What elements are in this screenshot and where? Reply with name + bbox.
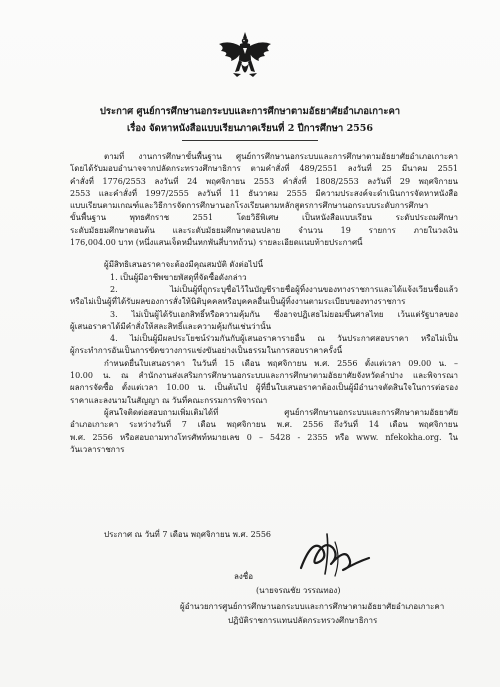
para3-line: กำหนดยื่นใบเสนอราคา ในวันที่ 15 เดือน พฤศจิกายน พ.ศ. 2556 ตั้งแต่เวลา 09.00 น. – [104,358,458,368]
signer-title: ผู้อำนวยการศูนย์การศึกษานอกระบบและการศึกษาตามอัธยาศัยอำเภอเกาะคา [180,602,445,611]
qualification-item-cont: หรือไม่เป็นผู้ที่ได้รับผลของการสั่งให้นิติบุคคลหรือบุคคลอื่นเป็นผู้ทิ้งงานตามระเบียบของทางราชการ [70,297,406,307]
para1-line: 176,004.00 บาท (หนึ่งแสนเจ็ดหมื่นหกพันสี่บาทถ้วน) รายละเอียดแนบท้ายประกาศนี้ [70,238,363,248]
para3-line: 10.00 น. ณ สำนักงานส่งเสริมการศึกษานอกระบบและการศึกษาตามอัธยาศัยจังหวัดลำปาง และพิจารณา [70,371,458,381]
document-title: ประกาศ ศูนย์การศึกษานอกระบบและการศึกษาตามอัธยาศัยอำเภอเกาะคา [99,106,401,117]
para1-line: คำสั่งที่ 1776/2553 ลงวันที่ 24 พฤศจิกายน 2553 คำสั่งที่ 1808/2553 ลงวันที่ 29 พฤศจิกายน [70,176,458,186]
para1-line: แบบเรียนตามเกณฑ์และวิธีการจัดการศึกษานอกโรงเรียนตามหลักสูตรการศึกษานอกระบบระดับการศึกษา [70,201,429,211]
qualification-item-cont: ผู้กระทำการอันเป็นการขัดขวางการแข่งขันอย่างเป็นธรรมในการสอบราคาครั้งนี้ [70,346,343,356]
qualification-item: 3. ไม่เป็นผู้ได้รับเอกสิทธิ์หรือความคุ้มกัน ซึ่งอาจปฏิเสธไม่ยอมขึ้นศาลไทย เว้นแต่รัฐบาลของ [110,309,458,319]
sign-label: ลงชื่อ [234,572,254,581]
para3-line: ผลการจัดซื้อ ตั้งแต่เวลา 10.00 น. เป็นต้นไป ผู้ที่ยื่นใบเสนอราคาต้องเป็นผู้มีอำนาจตัดสินใจในการต่อรอง [70,383,458,393]
qualification-item-cont: ผู้เสนอราคาได้มีคำสั่งให้สละสิทธิ์และความคุ้มกันเช่นว่านั้น [70,321,272,331]
qualification-item: 2. ไม่เป็นผู้ที่ถูกระบุชื่อไว้ในบัญชีรายชื่อผู้ทิ้งงานของทางราชการและได้แจ้งเวียนชื่อแล้ว [110,284,458,294]
para4-line: ผู้สนใจติดต่อสอบถามเพิ่มเติมได้ที่ ศูนย์การศึกษานอกระบบและการศึกษาตามอัธยาศัย [104,407,458,417]
para1-line: ตามที่ งานการศึกษาขั้นพื้นฐาน ศูนย์การศึกษานอกระบบและการศึกษาตามอัธยาศัยอำเภอเกาะคา [104,152,458,161]
document-subject: เรื่อง จัดหาหนังสือแบบเรียนภาคเรียนที่ 2 ปีการศึกษา 2556 [126,123,374,134]
para4-line: วันเวลาราชการ [70,444,125,454]
para3-line: ราคาและลงนามในสัญญา ณ วันที่คณะกรรมการพิจารณา [70,395,268,405]
para4-line: อำเภอเกาะคา ระหว่างวันที่ 7 เดือน พฤศจิกายน พ.ศ. 2556 ถึงวันที่ 14 เดือน พฤศจิกายน [70,420,458,430]
handwritten-signature-icon [283,528,373,580]
para1-line: 2553 และคำสั่งที่ 1997/2555 ลงวันที่ 11 ธันวาคม 2555 มีความประสงค์จะดำเนินการจัดหาหนังสือ [70,188,458,198]
para1-line: ระดับมัธยมศึกษาตอนต้น และระดับมัธยมศึกษาตอนปลาย จำนวน 19 รายการ ภายในวงเงิน [70,225,458,235]
document-body [70,151,458,456]
qualification-item: 1. เป็นผู้มีอาชีพขายพัสดุที่จัดซื้อดังกล่าว [110,272,247,282]
announced-date: ประกาศ ณ วันที่ 7 เดือน พฤศจิกายน พ.ศ. 2556 [104,530,272,539]
garuda-emblem-icon [217,30,273,84]
signer-title: ปฏิบัติราชการแทนปลัดกระทรวงศึกษาธิการ [228,616,378,625]
para1-line: โดยได้รับมอบอำนาจจากปลัดกระทรวงศึกษาธิการ ตามคำสั่งที่ 489/2551 ลงวันที่ 25 มีนาคม 2551 [70,164,458,174]
qualification-item: 4. ไม่เป็นผู้มีผลประโยชน์ร่วมกันกับผู้เสนอราคารายอื่น ณ วันประกาศสอบราคา หรือไม่เป็น [110,334,458,344]
qualifications-heading: ผู้มีสิทธิเสนอราคาจะต้องมีคุณสมบัติ ดังต่อไปนี้ [104,260,264,270]
para4-line: พ.ศ. 2556 หรือสอบถามทางโทรศัพท์หมายเลข 0 – 5428 - 2355 หรือ www. nfekokha.org. ใน [70,432,458,442]
signer-name: (นายจรณชัย วรรณทอง) [256,586,341,595]
para1-line: ขั้นพื้นฐาน พุทธศักราช 2551 โดยวิธีพิเศษ เป็นหนังสือแบบเรียน ระดับประถมศึกษา [70,213,458,223]
title-divider [182,140,318,141]
